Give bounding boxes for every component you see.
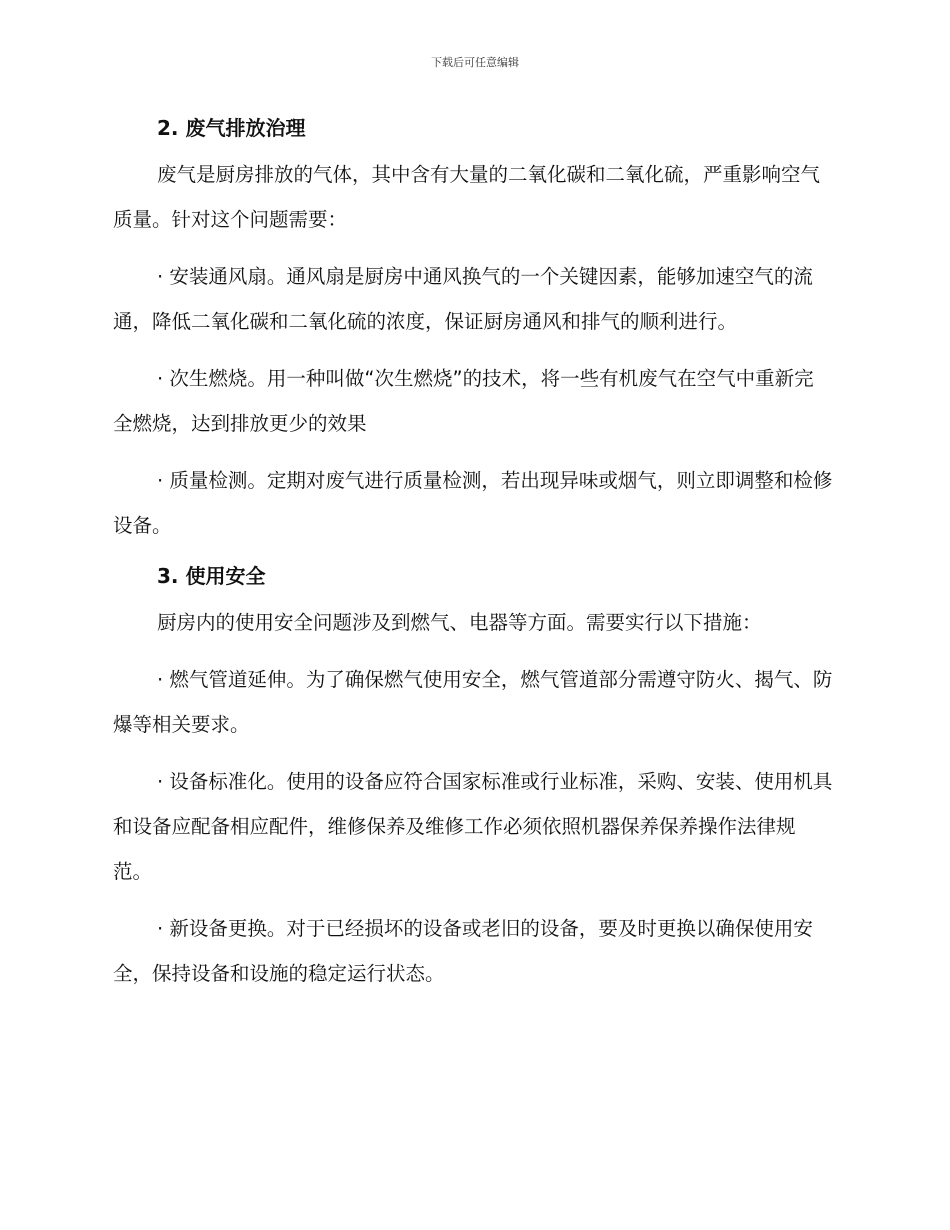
bullet-paragraph: · 安装通风扇。通风扇是厨房中通风换气的一个关键因素，能够加速空气的流通，降低二氧化碳和二氧化硫的浓度，保证厨房通风和排气的顺利进行。 — [113, 265, 813, 333]
bullet-paragraph: · 燃气管道延伸。为了确保燃气使用安全，燃气管道部分需遵守防火、揭气、防爆等相关要求。 — [113, 668, 833, 736]
bullet-paragraph: · 质量检测。定期对废气进行质量检测，若出现异味或烟气，则立即调整和检修设备。 — [113, 469, 833, 537]
document-body — [113, 112, 833, 1008]
section-heading: 2. 废气排放治理 — [157, 116, 306, 140]
section-heading: 3. 使用安全 — [157, 564, 266, 588]
paragraph: 厨房内的使用安全问题涉及到燃气、电器等方面。需要实行以下措施： — [157, 611, 762, 634]
paragraph: 废气是厨房排放的气体，其中含有大量的二氧化碳和二氧化硫，严重影响空气质量。针对这个问题需要： — [113, 163, 821, 231]
bullet-paragraph: · 新设备更换。对于已经损坏的设备或老旧的设备，要及时更换以确保使用安全，保持设备和设施的稳定运行状态。 — [113, 917, 813, 985]
bullet-paragraph: · 设备标准化。使用的设备应符合国家标准或行业标准，采购、安装、使用机具和设备应配备相应配件，维修保养及维修工作必须依照机器保养保养操作法律规范。 — [113, 770, 833, 883]
header-note: 下载后可任意编辑 — [431, 56, 519, 69]
bullet-paragraph: · 次生燃烧。用一种叫做“次生燃烧”的技术，将一些有机废气在空气中重新完全燃烧，达到排放更少的效果 — [113, 367, 814, 435]
